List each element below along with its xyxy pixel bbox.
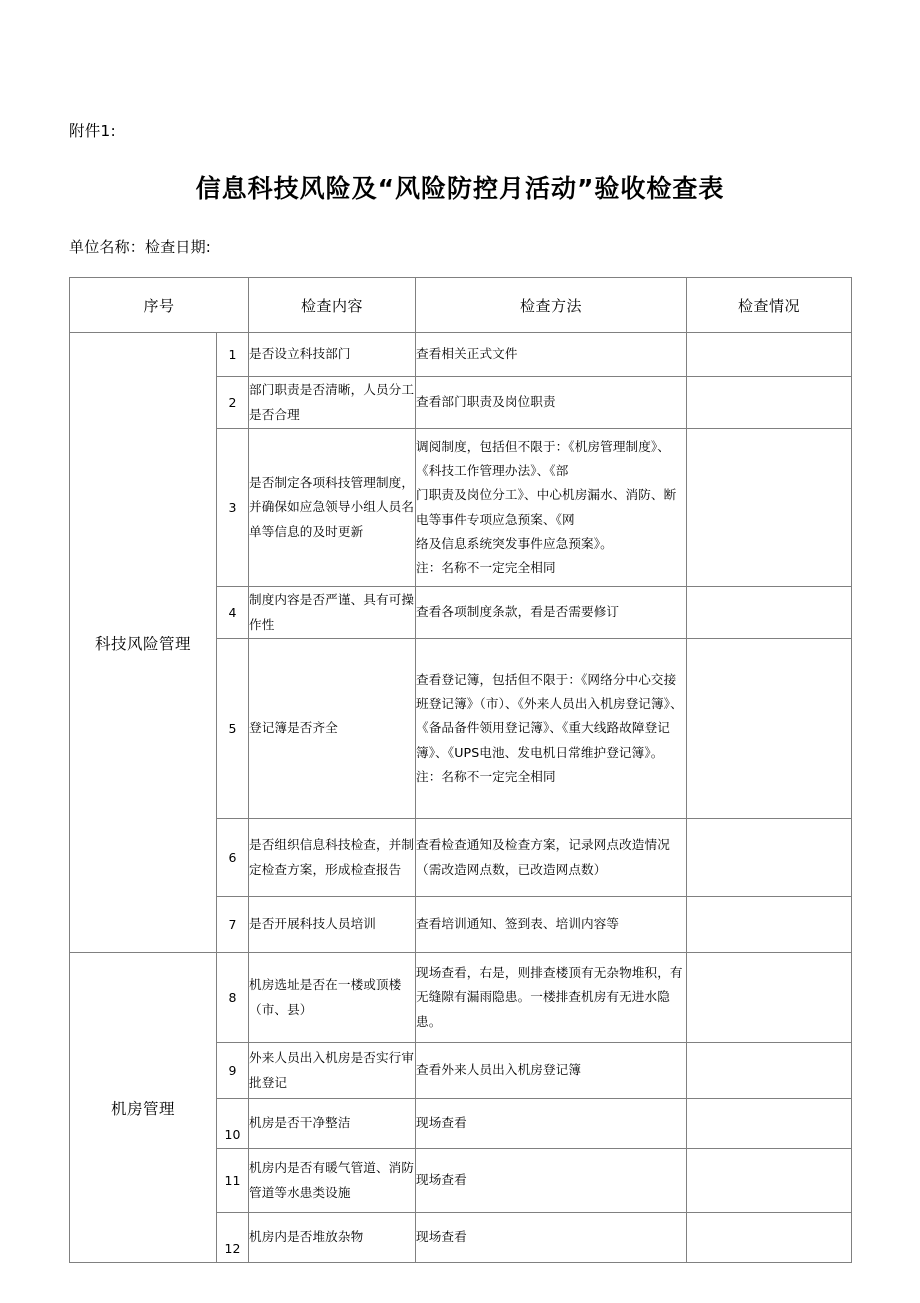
table-row (70, 953, 852, 1043)
column-header-index: 序号 (70, 278, 249, 333)
check-content-cell: 制度内容是否严谨、具有可操作性 (249, 587, 416, 639)
category-cell: 科技风险管理 (70, 333, 217, 953)
check-situation-cell[interactable] (687, 639, 852, 819)
check-method-cell: 现场查看 (416, 1149, 687, 1213)
table-row (70, 333, 852, 377)
check-situation-cell[interactable] (687, 587, 852, 639)
category-cell: 机房管理 (70, 953, 217, 1263)
row-number-cell: 12 (217, 1213, 249, 1263)
check-content-cell: 机房选址是否在一楼或顶楼（市、县） (249, 953, 416, 1043)
check-situation-cell[interactable] (687, 1099, 852, 1149)
check-method-cell: 现场查看 (416, 1099, 687, 1149)
check-content-cell: 是否组织信息科技检查，并制定检查方案，形成检查报告 (249, 819, 416, 897)
column-header-method: 检查方法 (416, 278, 687, 333)
check-method-cell: 查看培训通知、签到表、培训内容等 (416, 897, 687, 953)
check-content-cell: 是否制定各项科技管理制度，并确保如应急领导小组人员名单等信息的及时更新 (249, 429, 416, 587)
column-header-content: 检查内容 (249, 278, 416, 333)
check-situation-cell[interactable] (687, 377, 852, 429)
check-situation-cell[interactable] (687, 897, 852, 953)
check-content-cell: 登记簿是否齐全 (249, 639, 416, 819)
table-header-row (70, 278, 852, 333)
check-content-cell: 部门职责是否清晰，人员分工是否合理 (249, 377, 416, 429)
check-content-cell: 外来人员出入机房是否实行审批登记 (249, 1043, 416, 1099)
check-situation-cell[interactable] (687, 1149, 852, 1213)
inspection-checklist-table (69, 277, 852, 1263)
row-number-cell: 1 (217, 333, 249, 377)
attachment-label: 附件1: (69, 122, 116, 140)
check-method-cell: 查看各项制度条款，看是否需要修订 (416, 587, 687, 639)
row-number-cell: 6 (217, 819, 249, 897)
row-number-cell: 3 (217, 429, 249, 587)
row-number-cell: 5 (217, 639, 249, 819)
row-number-cell: 2 (217, 377, 249, 429)
check-method-cell: 现场查看，右是，则排查楼顶有无杂物堆积，有无缝隙有漏雨隐患。一楼排查机房有无进水隐患。 (416, 953, 687, 1043)
check-method-cell: 调阅制度，包括但不限于：《机房管理制度》、《科技工作管理办法》、《部 门职责及岗位分工》、中心机房漏水、消防、断电等事件专项应急预案、《网 络及信息系统突发事件应急预案》。 注：名称不一定完全相同 (416, 429, 687, 587)
row-number-cell: 10 (217, 1099, 249, 1149)
check-method-cell: 现场查看 (416, 1213, 687, 1263)
row-number-cell: 9 (217, 1043, 249, 1099)
row-number-cell: 11 (217, 1149, 249, 1213)
row-number-cell: 4 (217, 587, 249, 639)
check-situation-cell[interactable] (687, 819, 852, 897)
check-method-cell: 查看检查通知及检查方案，记录网点改造情况（需改造网点数，已改造网点数） (416, 819, 687, 897)
check-situation-cell[interactable] (687, 333, 852, 377)
check-situation-cell[interactable] (687, 953, 852, 1043)
check-content-cell: 是否设立科技部门 (249, 333, 416, 377)
check-content-cell: 是否开展科技人员培训 (249, 897, 416, 953)
check-method-cell: 查看部门职责及岗位职责 (416, 377, 687, 429)
row-number-cell: 7 (217, 897, 249, 953)
column-header-situation: 检查情况 (687, 278, 852, 333)
unit-and-date-line: 单位名称：检查日期: (69, 238, 212, 256)
check-content-cell: 机房内是否有暖气管道、消防管道等水患类设施 (249, 1149, 416, 1213)
check-content-cell: 机房是否干净整洁 (249, 1099, 416, 1149)
check-method-cell: 查看外来人员出入机房登记簿 (416, 1043, 687, 1099)
page-title: 信息科技风险及“风险防控月活动”验收检查表 (195, 174, 725, 203)
check-method-cell: 查看相关正式文件 (416, 333, 687, 377)
check-content-cell: 机房内是否堆放杂物 (249, 1213, 416, 1263)
check-situation-cell[interactable] (687, 1043, 852, 1099)
row-number-cell: 8 (217, 953, 249, 1043)
check-situation-cell[interactable] (687, 429, 852, 587)
check-situation-cell[interactable] (687, 1213, 852, 1263)
check-method-cell: 查看登记簿，包括但不限于：《网络分中心交接班登记簿》（市）、《外来人员出入机房登记簿》、《备品备件领用登记簿》、《重大线路故障登记簿》、《UPS电池、发电机日常维护登记簿》。注：名称不一定完全相同 (416, 639, 687, 819)
